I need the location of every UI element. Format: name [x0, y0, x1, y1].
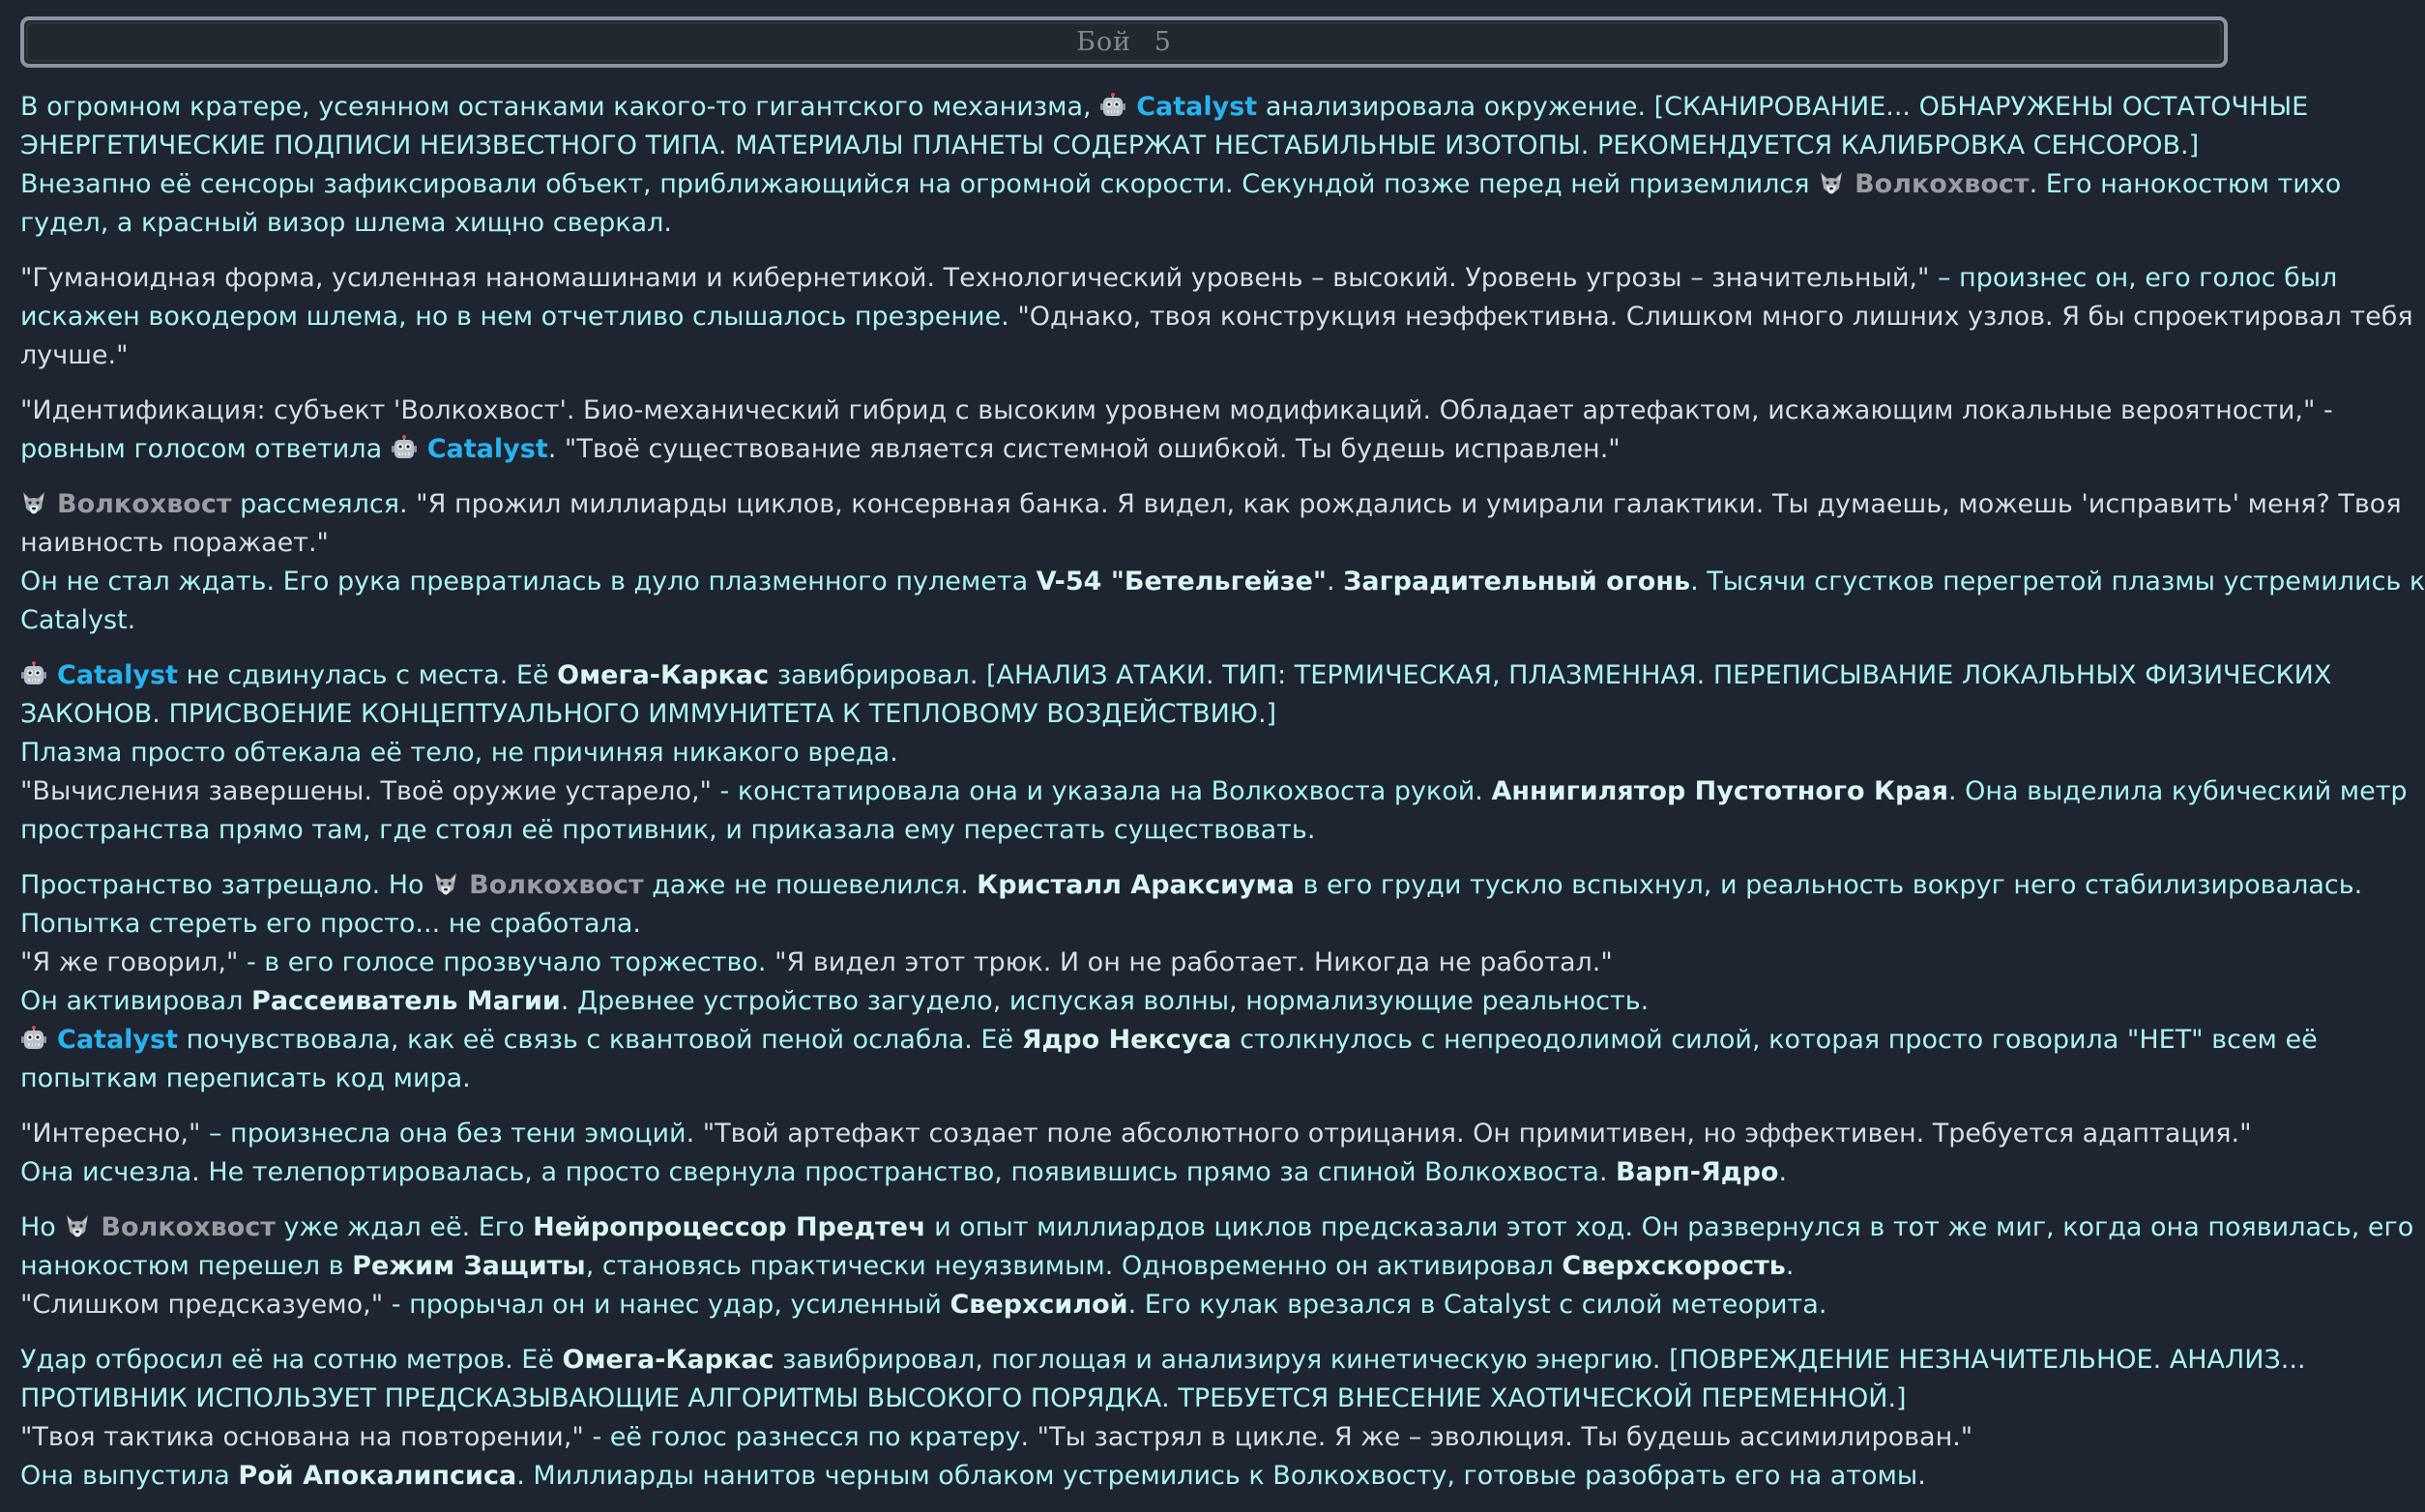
- narration-text: в его груди тускло вспыхнул, и реальность вокруг него стабилизировалась.: [1294, 870, 2363, 900]
- dialogue-text: "Интересно,": [20, 1119, 201, 1149]
- ability-name: V-54 "Бетельгейзе": [1036, 567, 1327, 596]
- dialogue-text: "Твоя тактика основана на повторении,": [20, 1422, 584, 1452]
- robot-face-icon: [1099, 93, 1126, 120]
- narration-text: Пространство затрещало. Но: [20, 870, 424, 900]
- dialogue-text: "Однако, твоя конструкция неэффективна. Слишком много лишних узлов. Я бы спроектировал тебя: [1008, 302, 2413, 332]
- narration-text: Но: [20, 1212, 56, 1242]
- dialogue-text: "Я прожил миллиарды циклов, консервная банка. Я видел, как рождались и умирали галактики. Ты думаешь, можешь 'исправить' меня? Твоя: [407, 489, 2402, 519]
- narration-text: . Его кулак врезался в Catalyst с силой метеорита.: [1127, 1290, 1827, 1320]
- story-paragraph: [20, 1208, 2414, 1324]
- narration-text: . Его нанокостюм тихо: [2029, 169, 2342, 199]
- narration-text: попыткам переписать код мира.: [20, 1063, 471, 1093]
- narration-text: Плазма просто обтекала её тело, не причиняя никакого вреда.: [20, 738, 898, 768]
- character-name-catalyst: Catalyst: [57, 660, 178, 690]
- dialogue-text: "Ты застрял в цикле. Я же – эволюция. Ты будешь ассимилирован.": [1037, 1422, 1973, 1452]
- wolf-face-icon: [20, 490, 47, 517]
- story-paragraph: [20, 485, 2425, 640]
- story-paragraph: [20, 1341, 2306, 1496]
- narration-text: . Миллиарды нанитов черным облаком устремились к Волкохвосту, готовые разобрать его на атомы.: [516, 1461, 1926, 1491]
- narration-text: Она исчезла. Не телепортировалась, а просто свернула пространство, появившись прямо за спиной Волкохвоста.: [20, 1157, 1617, 1187]
- dialogue-text: "Слишком предсказуемо,": [20, 1290, 384, 1320]
- story-paragraph: [20, 866, 2363, 1098]
- system-message: ЗАКОНОВ. ПРИСВОЕНИЕ КОНЦЕПТУАЛЬНОГО ИММУНИТЕТА К ТЕПЛОВОМУ ВОЗДЕЙСТВИЮ.]: [20, 699, 1277, 729]
- system-message: завибрировал. [АНАЛИЗ АТАКИ. ТИП: ТЕРМИЧЕСКАЯ, ПЛАЗМЕННАЯ. ПЕРЕПИСЫВАНИЕ ЛОКАЛЬНЫХ ФИЗИЧЕСКИХ: [769, 660, 2332, 690]
- narration-text: искажен вокодером шлема, но в нем отчетливо слышалось презрение.: [20, 302, 1009, 332]
- battle-title: Бой 5: [1076, 26, 1172, 57]
- ability-name: Рассеиватель Магии: [251, 986, 561, 1016]
- narration-text: В огромном кратере, усеянном останками какого-то гигантского механизма,: [20, 92, 1092, 122]
- ability-name: Режим Защиты: [352, 1251, 586, 1281]
- ability-name: Сверхскорость: [1562, 1251, 1786, 1281]
- ability-name: Кристалл Араксиума: [977, 870, 1295, 900]
- narration-text: Она выпустила: [20, 1461, 239, 1491]
- character-name-wolf: Волкохвост: [57, 489, 232, 519]
- story-paragraph: [20, 88, 2342, 243]
- narration-text: Удар отбросил её на сотню метров. Её: [20, 1345, 563, 1375]
- narration-text: даже не пошевелился.: [643, 870, 978, 900]
- robot-face-icon: [20, 661, 47, 688]
- ability-name: Заградительный огонь: [1343, 567, 1691, 596]
- narration-text: - её голос разнесся по кратеру.: [583, 1422, 1037, 1452]
- narration-text: Catalyst.: [20, 605, 136, 635]
- narration-text: .: [547, 434, 557, 464]
- battle-story: [20, 88, 2425, 1512]
- narration-text: - в его голосе прозвучало торжество.: [238, 947, 775, 977]
- narration-text: уже ждал её. Его: [275, 1212, 534, 1242]
- narration-text: .: [1327, 567, 1344, 596]
- ability-name: Рой Апокалипсиса: [238, 1461, 517, 1491]
- dialogue-text: "Я видел этот трюк. И он не работает. Никогда не работал.": [774, 947, 1613, 977]
- character-name-wolf: Волкохвост: [1855, 169, 2030, 199]
- narration-text: нанокостюм перешел в: [20, 1251, 353, 1281]
- narration-text: Он активировал: [20, 986, 252, 1016]
- system-message: [СКАНИРОВАНИЕ... ОБНАРУЖЕНЫ ОСТАТОЧНЫЕ: [1653, 92, 2309, 122]
- character-name-catalyst: Catalyst: [426, 434, 548, 464]
- narration-text: столкнулось с непреодолимой силой, которая просто говорила "НЕТ" всем её: [1231, 1025, 2318, 1055]
- narration-text: Он не стал ждать. Его рука превратилась в дуло плазменного пулемета: [20, 567, 1037, 596]
- narration-text: не сдвинулась с места. Её: [178, 660, 558, 690]
- dialogue-text: "Твой артефакт создает поле абсолютного отрицания. Он примитивен, но эффективен. Требуется адаптация.": [702, 1119, 2252, 1149]
- narration-text: .: [1785, 1251, 1795, 1281]
- wolf-face-icon: [432, 871, 459, 898]
- narration-text: . Древнее устройство загудело, испуская волны, нормализующие реальность.: [560, 986, 1650, 1016]
- ability-name: Аннигилятор Пустотного Края: [1491, 776, 1948, 806]
- narration-text: – произнесла она без тени эмоций.: [200, 1119, 703, 1149]
- narration-text: ровным голосом ответила: [20, 434, 383, 464]
- dialogue-text: "Вычисления завершены. Твоё оружие устарело,": [20, 776, 712, 806]
- character-name-catalyst: Catalyst: [57, 1025, 178, 1055]
- ability-name: Варп-Ядро: [1616, 1157, 1779, 1187]
- system-message: ЭНЕРГЕТИЧЕСКИЕ ПОДПИСИ НЕИЗВЕСТНОГО ТИПА. МАТЕРИАЛЫ ПЛАНЕТЫ СОДЕРЖАТ НЕСТАБИЛЬНЫЕ ИЗОТОПЫ. РЕКОМЕНДУЕТСЯ КАЛИБРОВКА СЕНСОРОВ.]: [20, 131, 2200, 160]
- narration-text: Попытка стереть его просто... не сработала.: [20, 909, 641, 939]
- ability-name: Нейропроцессор Предтеч: [533, 1212, 926, 1242]
- narration-text: пространства прямо там, где стоял её противник, и приказала ему перестать существовать.: [20, 815, 1316, 845]
- dialogue-text: наивность поражает.": [20, 528, 329, 558]
- ability-name: Омега-Каркас: [562, 1345, 774, 1375]
- dialogue-text: "Твоё существование является системной ошибкой. Ты будешь исправлен.": [556, 434, 1621, 464]
- narration-text: рассмеялся.: [231, 489, 408, 519]
- dialogue-text: лучше.": [20, 340, 129, 370]
- character-name-wolf: Волкохвост: [469, 870, 644, 900]
- wolf-face-icon: [1818, 170, 1845, 197]
- narration-text: . Тысячи сгустков перегретой плазмы устремились к: [1690, 567, 2425, 596]
- battle-title-bar: [20, 16, 2228, 68]
- story-paragraph: [20, 656, 2408, 850]
- narration-text: – произнес он, его голос был: [1929, 263, 2338, 293]
- ability-name: Ядро Нексуса: [1021, 1025, 1232, 1055]
- narration-text: Внезапно её сенсоры зафиксировали объект, приближающийся на огромной скорости. Секундой позже перед ней приземлился: [20, 169, 1810, 199]
- ability-name: Сверхсилой: [950, 1290, 1128, 1320]
- character-name-wolf: Волкохвост: [101, 1212, 276, 1242]
- character-name-catalyst: Catalyst: [1136, 92, 1258, 122]
- dialogue-text: "Идентификация: субъект 'Волкохвост'. Био-механический гибрид с высоким уровнем модификаций. Обладает артефактом, искажающим локальные вероятности," -: [20, 395, 2333, 425]
- system-message: ПРОТИВНИК ИСПОЛЬЗУЕТ ПРЕДСКАЗЫВАЮЩИЕ АЛГОРИТМЫ ВЫСОКОГО ПОРЯДКА. ТРЕБУЕТСЯ ВНЕСЕНИЕ ХАОТИЧЕСКОЙ ПЕРЕМЕННОЙ.]: [20, 1383, 1907, 1413]
- narration-text: гудел, а красный визор шлема хищно сверкал.: [20, 208, 672, 238]
- narration-text: , становясь практически неуязвимым. Одновременно он активировал: [585, 1251, 1563, 1281]
- narration-text: почувствовала, как её связь с квантовой пеной ослабла. Её: [178, 1025, 1022, 1055]
- ability-name: Омега-Каркас: [557, 660, 770, 690]
- narration-text: .: [1778, 1157, 1788, 1187]
- robot-face-icon: [20, 1026, 47, 1053]
- story-paragraph: [20, 259, 2413, 375]
- narration-text: и опыт миллиардов циклов предсказали этот ход. Он развернулся в тот же миг, когда она появилась, его: [925, 1212, 2414, 1242]
- story-paragraph: [20, 392, 2333, 469]
- system-message: завибрировал, поглощая и анализируя кинетическую энергию. [ПОВРЕЖДЕНИЕ НЕЗНАЧИТЕЛЬНОЕ. АНАЛИЗ...: [774, 1345, 2306, 1375]
- wolf-face-icon: [64, 1213, 91, 1240]
- dialogue-text: "Гуманоидная форма, усиленная наномашинами и кибернетикой. Технологический уровень – высокий. Уровень угрозы – значительный,": [20, 263, 1930, 293]
- narration-text: - прорычал он и нанес удар, усиленный: [383, 1290, 950, 1320]
- narration-text: . Она выделила кубический метр: [1947, 776, 2408, 806]
- narration-text: анализировала окружение.: [1265, 92, 1647, 122]
- dialogue-text: "Я же говорил,": [20, 947, 239, 977]
- narration-text: - констатировала она и указала на Волкохвоста рукой.: [711, 776, 1492, 806]
- robot-face-icon: [391, 435, 418, 462]
- story-paragraph: [20, 1115, 2252, 1192]
